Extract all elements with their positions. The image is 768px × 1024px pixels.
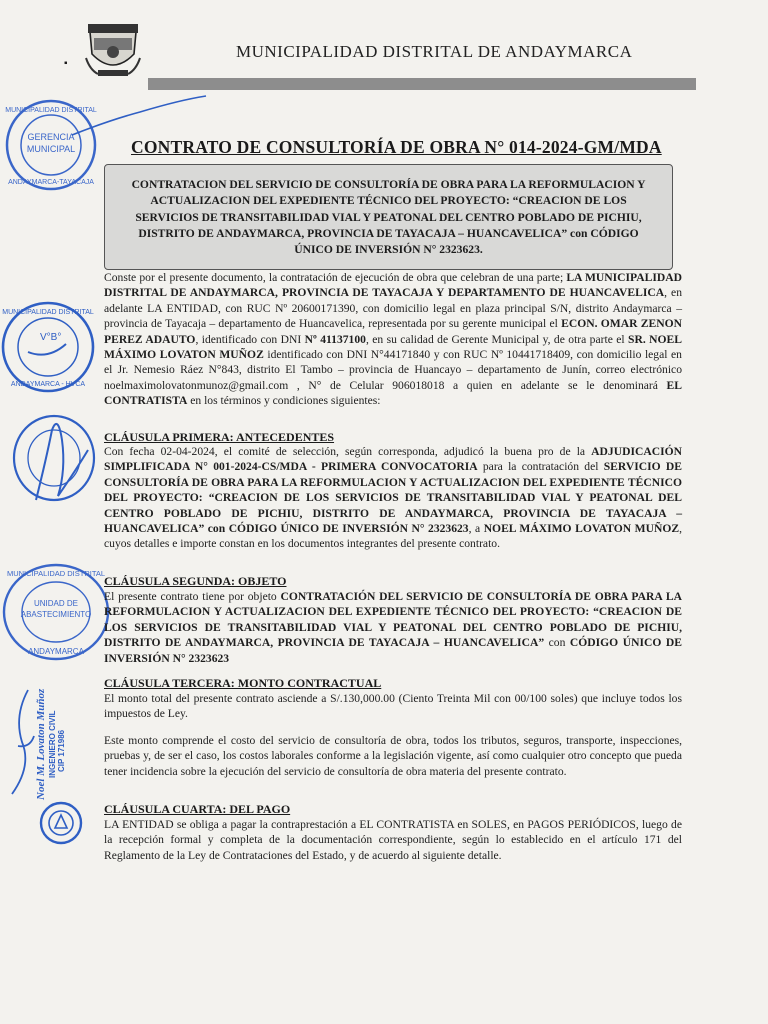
- municipal-crest-logo: [84, 18, 142, 80]
- svg-text:GERENCIA: GERENCIA: [27, 132, 75, 142]
- institution-header: MUNICIPALIDAD DISTRITAL DE ANDAYMARCA: [236, 42, 633, 61]
- svg-text:MUNICIPALIDAD DISTRITAL: MUNICIPALIDAD DISTRITAL: [2, 309, 94, 316]
- clause-2-title: CLÁUSULA SEGUNDA: OBJETO: [104, 574, 287, 588]
- svg-text:ANDAYMARCA: ANDAYMARCA: [28, 647, 84, 656]
- clause-3-title: CLÁUSULA TERCERA: MONTO CONTRACTUAL: [104, 676, 382, 690]
- svg-text:MUNICIPALIDAD DISTRITAL: MUNICIPALIDAD DISTRITAL: [5, 107, 97, 114]
- svg-text:ANDAYMARCA - HVCA: ANDAYMARCA - HVCA: [10, 381, 86, 388]
- signature-stroke: [70, 90, 210, 140]
- header-rule: [148, 78, 696, 90]
- svg-text:V°B°: V°B°: [40, 332, 62, 343]
- svg-text:MUNICIPAL: MUNICIPAL: [26, 144, 76, 154]
- contract-subject: CONTRATACION DEL SERVICIO DE CONSULTORÍA DE OBRA PARA LA REFORMULACION Y ACTUALIZACION DEL EXPEDIENTE TÉCNICO DEL PROYECTO: “CREACION DE LOS SERVICIOS DE TRANSITABILIDAD VIAL Y PEATONAL DEL CENTRO POBLADO DE PICHIU, DISTRITO DE ANDAYMARCA, PROVINCIA DE TAYACAJA – HUANCAVELICA” con CÓDIGO ÚNICO DE INVERSIÓN N° 2323623.: [131, 178, 646, 257]
- svg-text:INGENIERO CIVIL: INGENIERO CIVIL: [48, 710, 57, 778]
- clause-2-text: El presente contrato tiene por objeto CONTRATACIÓN DEL SERVICIO DE CONSULTORÍA DE OBRA PARA LA REFORMULACION Y ACTUALIZACION DEL EXPEDIENTE TÉCNICO DEL PROYECTO: “CREACION DE LOS SERVICIOS DE TRANSITABILIDAD VIAL Y PEATONAL DEL CENTRO POBLADO DE PICHIU, DISTRITO DE ANDAYMARCA, PROVINCIA DE TAYACAJA – HUANCAVELICA” con CÓDIGO ÚNICO DE INVERSIÓN N° 2323623: [104, 590, 682, 665]
- contract-title: CONTRATO DE CONSULTORÍA DE OBRA N° 014-2024-GM/MDA: [131, 137, 662, 157]
- svg-text:ABASTECIMIENTO: ABASTECIMIENTO: [20, 610, 92, 619]
- round-seal: [38, 800, 84, 846]
- engineer-signature: [4, 686, 38, 800]
- clause-3-text-2: Este monto comprende el costo del servicio de consultoría de obra, todos los tributos, seguros, transporte, inspecciones, pruebas y, de ser el caso, los costos laborales conforme a la legislación vigente, así como cualquier otro concepto que pueda tener incidencia sobre la ejecución del servicio de consultoría de obra materia del presente contrato.: [104, 734, 682, 778]
- clause-1-text: Con fecha 02-04-2024, el comité de selección, según corresponda, adjudicó la buena pro de la ADJUDICACIÓN SIMPLIFICADA N° 001-2024-CS/MDA - PRIMERA CONVOCATORIA para la contratación del SERVICIO DE CONSULTORÍA DE OBRA PARA LA REFORMULACION Y ACTUALIZACION DEL EXPEDIENTE TÉCNICO DEL PROYECTO: “CREACION DE LOS SERVICIOS DE TRANSITABILIDAD VIAL Y PEATONAL DEL CENTRO POBLADO DE PICHIU, DISTRITO DE ANDAYMARCA, PROVINCIA DE TAYACAJA – HUANCAVELICA” con CÓDIGO ÚNICO DE INVERSIÓN N° 2323623, a NOEL MÁXIMO LOVATON MUÑOZ, cuyos detalles e importe constan en los documentos integrantes del presente contrato.: [104, 445, 683, 551]
- engineer-name-stamp: [34, 684, 68, 804]
- mark-dot: ▪: [64, 58, 68, 69]
- signature-stamp: [6, 410, 106, 506]
- svg-text:UNIDAD DE: UNIDAD DE: [33, 599, 79, 608]
- svg-text:Noel M. Lovaton Muñoz: Noel M. Lovaton Muñoz: [35, 688, 47, 800]
- svg-text:CIP 171986: CIP 171986: [57, 729, 66, 772]
- clause-4-text: LA ENTIDAD se obliga a pagar la contraprestación a EL CONTRATISTA en SOLES, en PAGOS PERIÓDICOS, luego de la recepción formal y completa de la documentación correspondiente, según lo establecido en el artículo 171 del Reglamento de la Ley de Contrataciones del Estado, y de acuerdo al siguiente detalle.: [104, 818, 682, 862]
- clause-1-title: CLÁUSULA PRIMERA: ANTECEDENTES: [104, 430, 335, 444]
- vb-stamp: [0, 300, 96, 394]
- svg-text:MUNICIPALIDAD DISTRITAL: MUNICIPALIDAD DISTRITAL: [6, 569, 106, 578]
- clause-3-text-1: El monto total del presente contrato asciende a S/.130,000.00 (Ciento Treinta Mil con 00/100 soles) que incluye todos los impuestos de Ley.: [104, 692, 682, 721]
- clause-4-title: CLÁUSULA CUARTA: DEL PAGO: [104, 802, 291, 816]
- intro-paragraph: Conste por el presente documento, la contratación de ejecución de obra que celebran de una parte; LA MUNICIPALIDAD DISTRITAL DE ANDAYMARCA, PROVINCIA DE TAYACAJA Y DEPARTAMENTO DE HUANCAVELICA, en adelante LA ENTIDAD, con RUC Nº 20600171390, con domicilio legal en plaza principal S/N, distrito Andaymarca – provincia de Tayacaja – departamento de Huancavelica, representada por su gerente municipal el ECON. OMAR ZENON PEREZ ADAUTO, identificado con DNI Nº 41137100, en su calidad de Gerente Municipal y, de otra parte el SR. NOEL MÁXIMO LOVATON MUÑOZ identificado con DNI N°44171840 y con RUC Nº 10441718409, con domicilio legal en el Jr. Nemesio Ráez N°843, distrito El Tambo – provincia de Huancayo – departamento de Junín, correo electrónico noelmaximolovatonmunoz@gmail.com , N° de Celular 906018018 a quien en adelante se le denominará EL CONTRATISTA en los términos y condiciones siguientes:: [104, 271, 682, 408]
- contract-subject-box: [104, 164, 673, 270]
- abastecimiento-stamp: [0, 560, 112, 664]
- svg-text:ANDAYMARCA-TAYACAJA: ANDAYMARCA-TAYACAJA: [8, 179, 94, 186]
